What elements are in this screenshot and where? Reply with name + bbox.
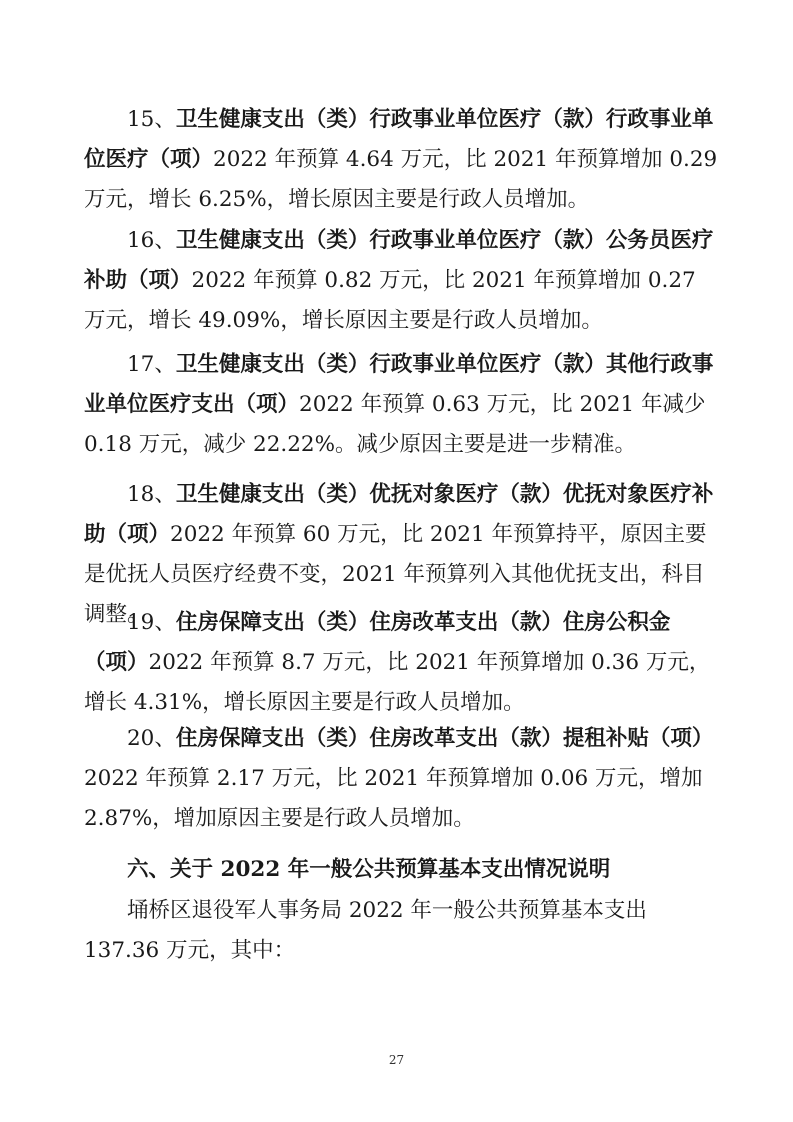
item-body: 2022 年预算 0.63 万元，比 2021 年减少 0.18 万元，减少 22.22%。减少原因主要是进一步精准。 <box>84 392 706 457</box>
page-number: 27 <box>388 1053 405 1067</box>
section-body-text: 埇桥区退役军人事务局 2022 年一般公共预算基本支出 137.36 万元，其中： <box>84 898 647 963</box>
section-heading-text: 六、关于 2022 年一般公共预算基本支出情况说明 <box>127 857 611 882</box>
item-number: 18、 <box>127 482 176 507</box>
item-body: 2022 年预算 4.64 万元，比 2021 年预算增加 0.29 万元，增长 6.25%，增长原因主要是行政人员增加。 <box>84 147 718 212</box>
item-body: 2022 年预算 0.82 万元，比 2021 年预算增加 0.27 万元，增长 49.09%，增长原因主要是行政人员增加。 <box>84 268 696 333</box>
paragraph-item-17 <box>84 345 724 465</box>
item-heading: 卫生健康支出（类）行政事业单位医疗（款）行政事业单位医疗（项） <box>84 107 714 172</box>
item-heading: 卫生健康支出（类）优抚对象医疗（款）优抚对象医疗补助（项） <box>84 482 714 547</box>
item-heading: 住房保障支出（类）住房改革支出（款）住房公积金（项） <box>84 610 671 675</box>
item-number: 16、 <box>127 228 176 253</box>
paragraph-item-16 <box>84 221 724 341</box>
item-heading: 卫生健康支出（类）行政事业单位医疗（款）其他行政事业单位医疗支出（项） <box>84 352 714 417</box>
section-paragraph <box>84 891 724 971</box>
paragraph-item-15 <box>84 100 724 220</box>
section-heading <box>84 850 724 890</box>
item-heading: 卫生健康支出（类）行政事业单位医疗（款）公务员医疗补助（项） <box>84 228 714 293</box>
item-heading: 住房保障支出（类）住房改革支出（款）提租补贴（项） <box>175 726 714 751</box>
paragraph-item-20 <box>84 719 724 839</box>
item-number: 19、 <box>127 610 176 635</box>
item-body: 2022 年预算 8.7 万元，比 2021 年预算增加 0.36 万元，增长 4.31%，增长原因主要是行政人员增加。 <box>84 650 711 715</box>
item-number: 15、 <box>127 107 176 132</box>
item-number: 17、 <box>127 352 176 377</box>
item-body: 2022 年预算 2.17 万元，比 2021 年预算增加 0.06 万元，增加 2.87%，增加原因主要是行政人员增加。 <box>84 766 703 831</box>
item-body: 2022 年预算 60 万元，比 2021 年预算持平，原因主要是优抚人员医疗经费不变，2021 年预算列入其他优抚支出，科目调整。 <box>84 522 707 627</box>
paragraph-item-19 <box>84 603 724 723</box>
item-number: 20、 <box>127 726 176 751</box>
